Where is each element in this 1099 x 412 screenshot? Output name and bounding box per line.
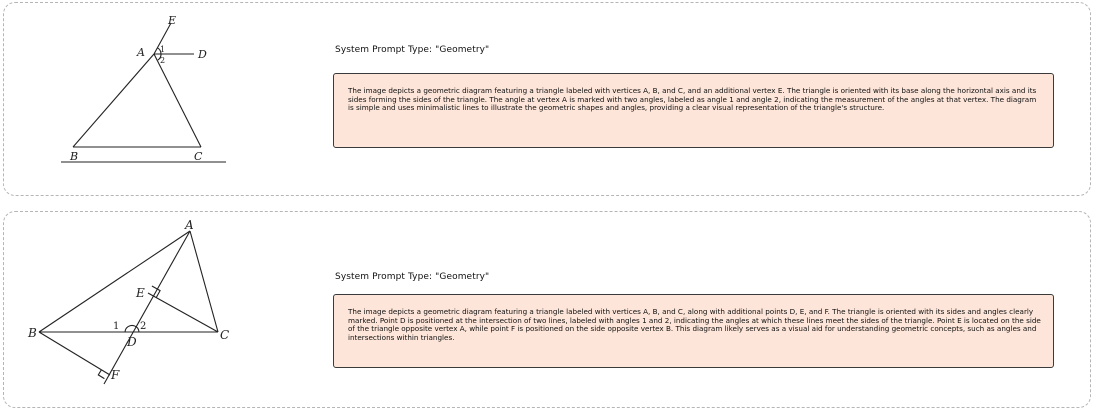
label-angle-1: 1	[113, 321, 120, 332]
label-e: E	[136, 286, 145, 300]
geometry-diagram-2	[20, 212, 245, 390]
side-ac	[154, 54, 201, 147]
geometry-diagram-1	[50, 10, 240, 170]
label-b: B	[28, 326, 37, 340]
label-d: D	[127, 335, 137, 349]
label-a: A	[185, 218, 194, 232]
line-bf	[39, 332, 110, 375]
side-ab	[39, 231, 190, 332]
label-c: C	[194, 150, 203, 163]
description-box-2: The image depicts a geometric diagram featuring a triangle labeled with vertices A, B, and C, along with additional points D, E, and F. The triangle is oriented with its sides and angles clearly marked. Point D is positioned at the intersection of two lines, labeled with angles 1 and 2, indicating the angles at which these lines meet the sides of the triangle. Point E is located on the side of the triangle opposite vertex A, while point F is positioned on the side opposite vertex B. This diagram likely serves as a visual aid for understanding geometric concepts, such as angles and intersections within triangles.	[333, 294, 1054, 368]
label-angle-2: 2	[160, 56, 166, 65]
side-ab	[73, 54, 154, 147]
prompt-type-label-2: System Prompt Type: "Geometry"	[335, 272, 490, 282]
line-ce	[148, 293, 218, 332]
prompt-type-label-1: System Prompt Type: "Geometry"	[335, 45, 490, 55]
side-ac	[190, 231, 218, 332]
label-e: E	[168, 14, 177, 27]
line-ad	[104, 231, 190, 384]
label-a: A	[137, 46, 145, 59]
label-d: D	[198, 48, 207, 61]
label-f: F	[111, 368, 120, 382]
label-c: C	[220, 328, 230, 342]
angle-arc-1	[125, 325, 134, 332]
description-box-1: The image depicts a geometric diagram featuring a triangle labeled with vertices A, B, and C, and an additional vertex E. The triangle is oriented with its base along the horizontal axis and its sides forming the sides of the triangle. The angle at vertex A is marked with two angles, labeled as angle 1 and angle 2, indicating the measurement of the angles at that vertex. The diagram is simple and uses minimalistic lines to illustrate the geometric shapes and angles, providing a clear visual representation of the triangle's structure.	[333, 73, 1054, 148]
label-b: B	[70, 150, 79, 163]
label-angle-1: 1	[160, 45, 166, 54]
label-angle-2: 2	[140, 321, 147, 332]
